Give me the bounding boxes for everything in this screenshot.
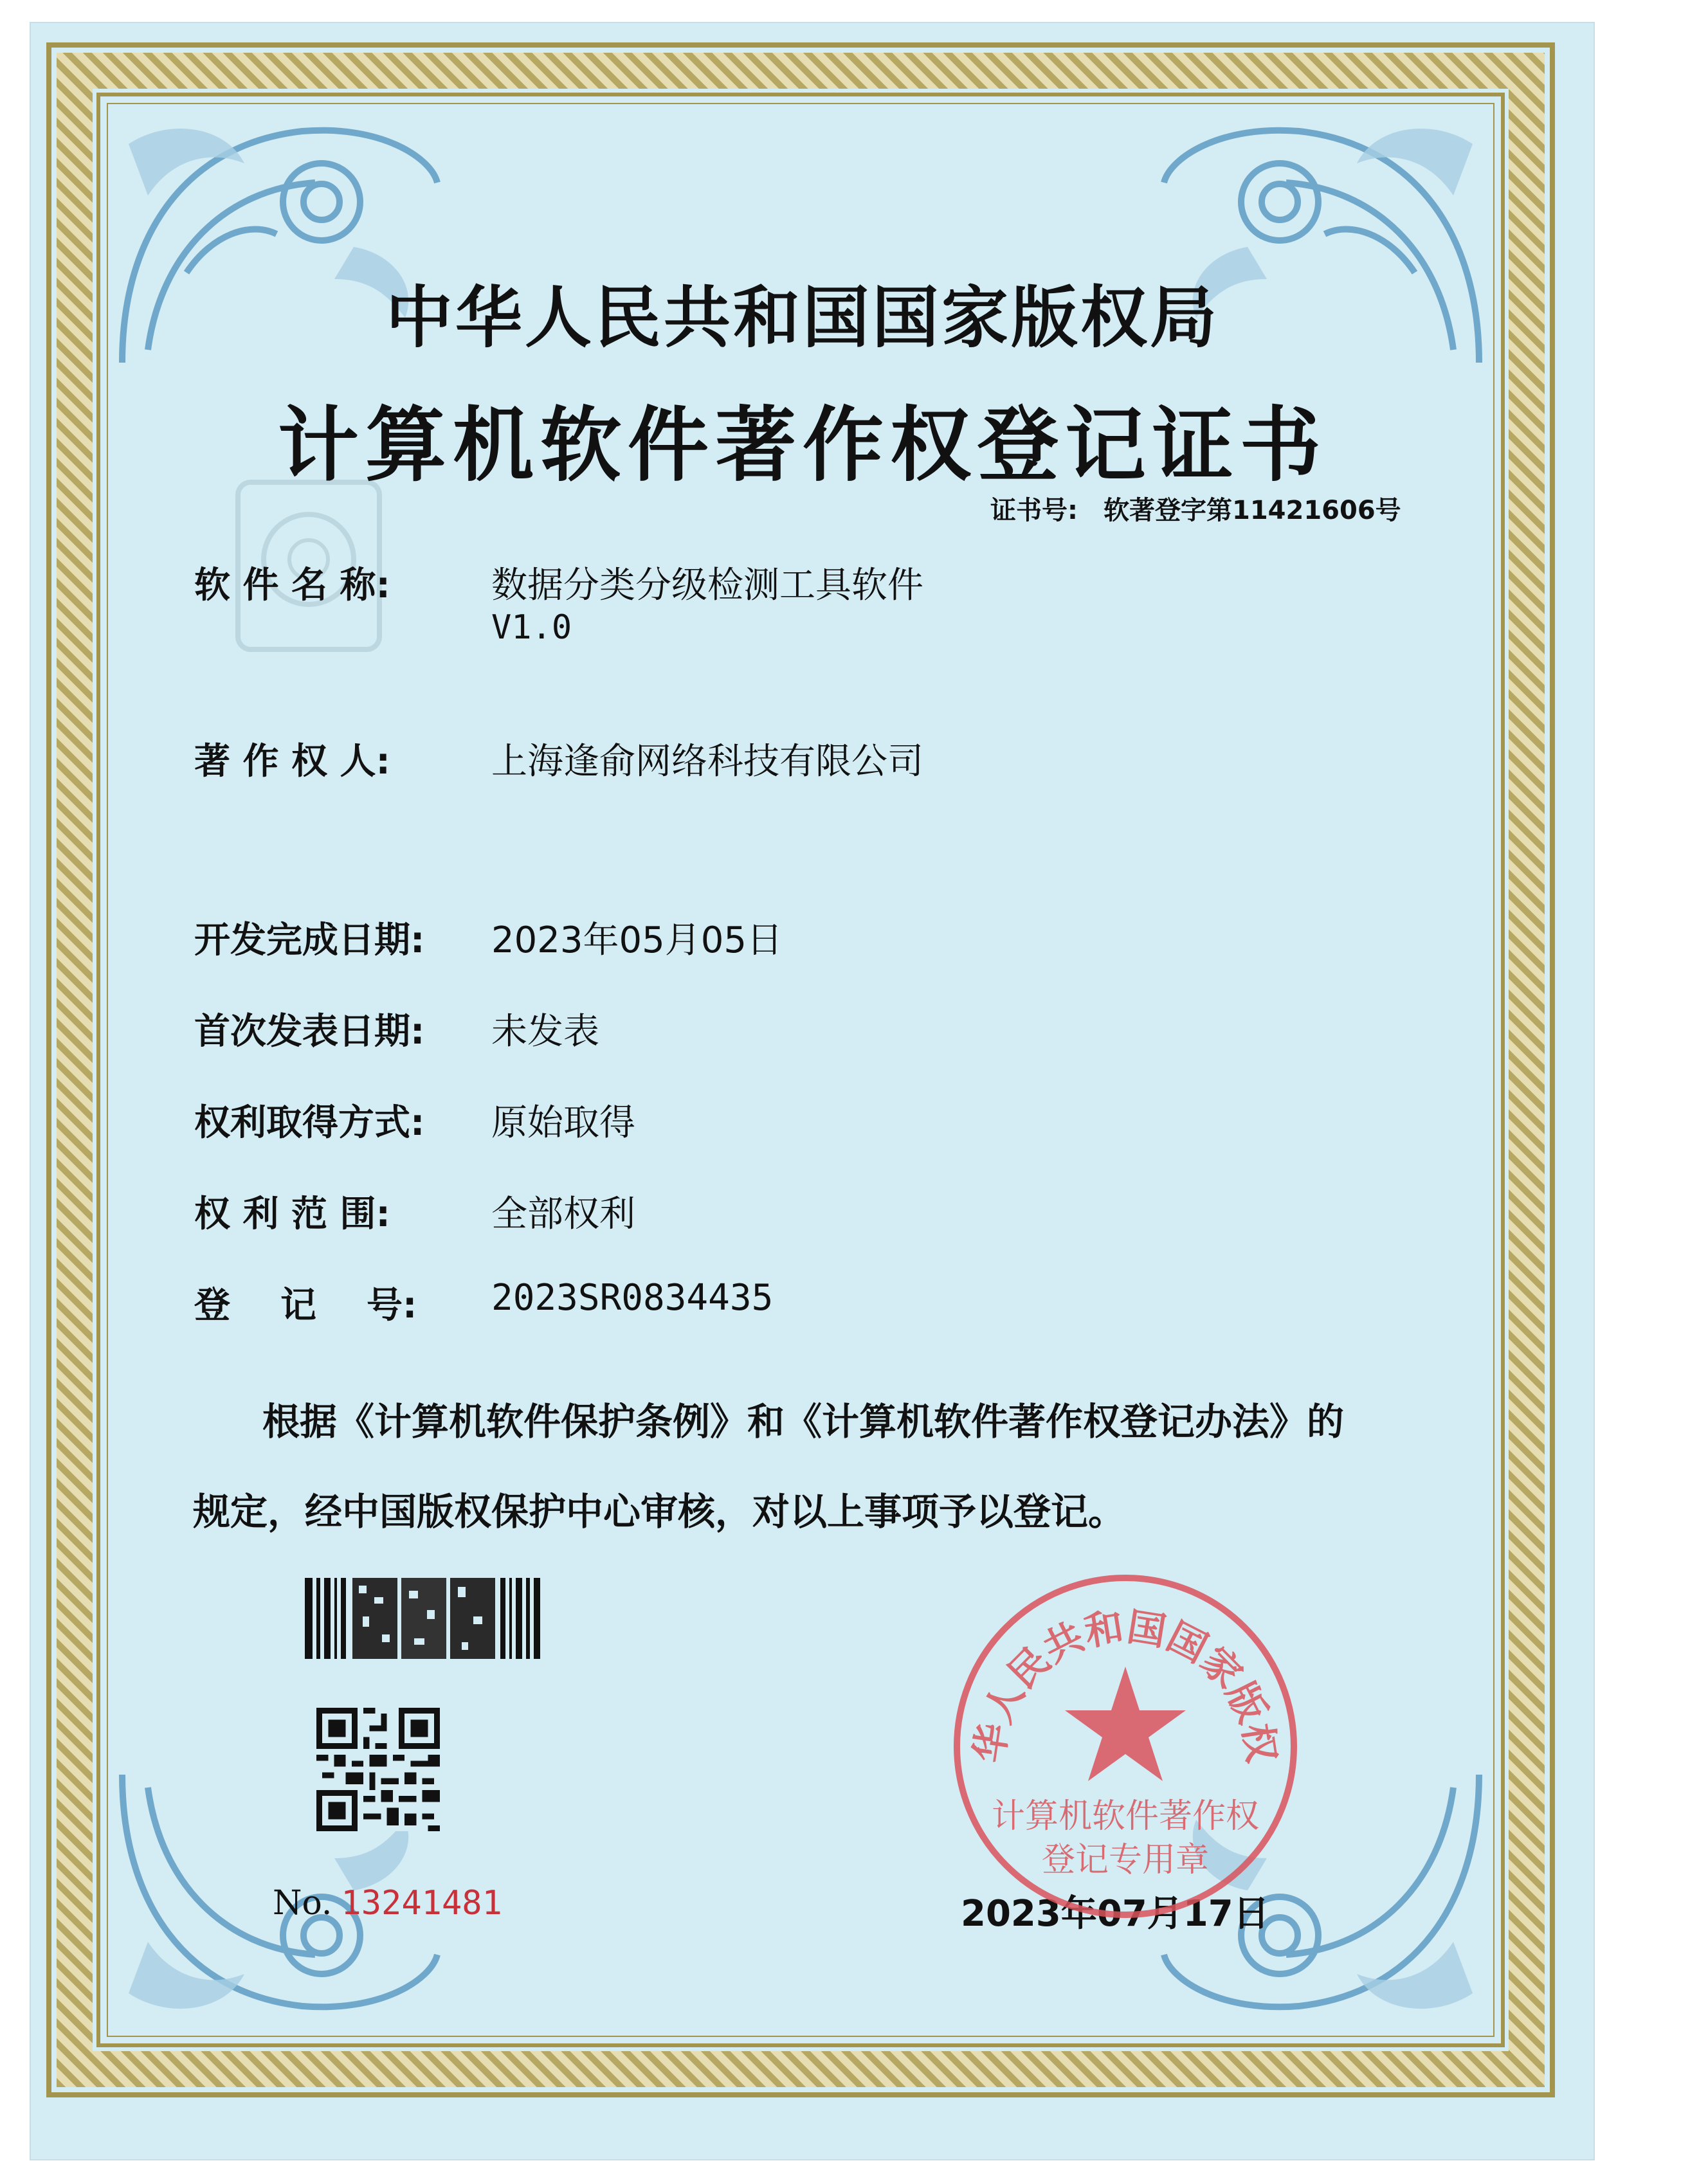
acquire-label: 权利取得方式: [194,1102,425,1144]
field-dev-date [194,912,783,963]
barcode-icon [305,1578,540,1659]
statement-line-1: 根据《计算机软件保护条例》和《计算机软件著作权登记办法》的 [262,1400,1345,1443]
statement-line-2: 规定，经中国版权保护中心审核，对以上事项予以登记。 [193,1490,1126,1534]
field-acquire-method [194,1094,635,1146]
publish-date-value: 未发表 [491,1011,599,1053]
field-publish-date [194,1003,599,1054]
reg-no-value: 2023SR0834435 [491,1277,774,1319]
issue-date: 2023年07月17日 [961,1893,1269,1935]
field-owner [194,733,923,784]
seal-star-icon [1065,1667,1186,1781]
scope-value: 全部权利 [491,1193,635,1235]
owner-value: 上海逢俞网络科技有限公司 [491,741,923,783]
reg-no-label: 登 记 号: [194,1285,417,1326]
certificate-title: 计算机软件著作权登记证书 [278,397,1327,493]
seal-inner-line-2: 登记专用章 [1041,1841,1210,1879]
official-seal [949,1570,1302,1923]
certificate-number-value: 软著登字第11421606号 [1104,496,1401,525]
software-version-value: V1.0 [491,608,572,647]
field-scope [194,1186,635,1237]
qr-code-icon [316,1708,440,1831]
owner-label: 著 作 权 人: [194,741,390,783]
dev-date-value: 2023年05月05日 [491,919,783,961]
serial-number-value: 13241481 [341,1884,502,1923]
serial-prefix: No. [273,1884,332,1923]
seal-outer-text: 华人民共和国国家版权 [967,1604,1284,1766]
field-registration-number [194,1277,774,1328]
field-software-name [194,557,923,647]
seal-inner-line-1: 计算机软件著作权 [991,1797,1260,1836]
software-name-label: 软 件 名 称: [194,565,390,606]
certificate-number [990,490,1401,527]
software-name-value: 数据分类分级检测工具软件 [491,565,923,606]
issuer-title: 中华人民共和国国家版权局 [385,278,1219,357]
publish-date-label: 首次发表日期: [194,1011,425,1053]
scope-label: 权 利 范 围: [194,1193,390,1235]
certificate-number-label: 证书号: [990,496,1078,525]
dev-date-label: 开发完成日期: [194,919,425,961]
acquire-value: 原始取得 [491,1102,635,1144]
serial-number [273,1884,502,1923]
